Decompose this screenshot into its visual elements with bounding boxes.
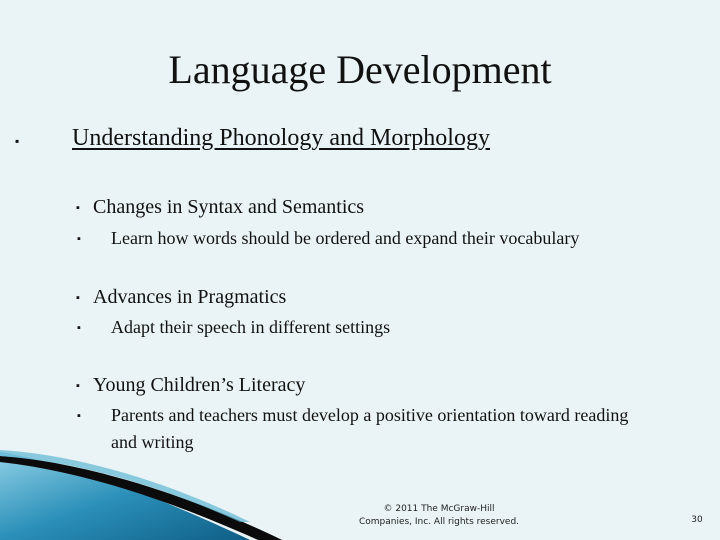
sub-bullet-text: Learn how words should be ordered and expand their vocabulary xyxy=(111,228,580,248)
copyright-line-1: © 2011 The McGraw-Hill xyxy=(383,504,495,514)
sub-bullet-text: Adapt their speech in different settings xyxy=(111,317,391,337)
copyright-line-2: Companies, Inc. All rights reserved. xyxy=(358,517,520,527)
bullet-literacy xyxy=(76,372,305,399)
sub-bullet-literacy xyxy=(77,402,654,455)
square-bullet-icon: ▪ xyxy=(76,202,80,214)
square-bullet-icon: ▪ xyxy=(76,292,80,304)
bullet-text: Young Children’s Literacy xyxy=(93,374,306,396)
sub-bullet-syntax xyxy=(77,225,674,252)
sub-bullet-text: Parents and teachers must develop a positive orientation toward reading and writing xyxy=(111,405,629,452)
slide-title: Language Development xyxy=(168,47,552,92)
square-bullet-icon: ▪ xyxy=(77,410,81,422)
sub-bullet-pragmatics xyxy=(77,314,674,341)
main-heading xyxy=(15,122,490,157)
bullet-text: Advances in Pragmatics xyxy=(93,286,287,308)
bullet-pragmatics xyxy=(76,284,286,311)
main-heading-text: Understanding Phonology and Morphology xyxy=(72,125,490,151)
copyright-footer xyxy=(332,503,546,529)
page-number: 30 xyxy=(691,515,703,525)
square-bullet-icon: ▪ xyxy=(77,322,81,334)
square-bullet-icon: ▪ xyxy=(15,134,20,148)
square-bullet-icon: ▪ xyxy=(76,380,80,392)
bullet-text: Changes in Syntax and Semantics xyxy=(93,196,365,218)
bullet-syntax xyxy=(76,194,364,221)
square-bullet-icon: ▪ xyxy=(77,233,81,245)
